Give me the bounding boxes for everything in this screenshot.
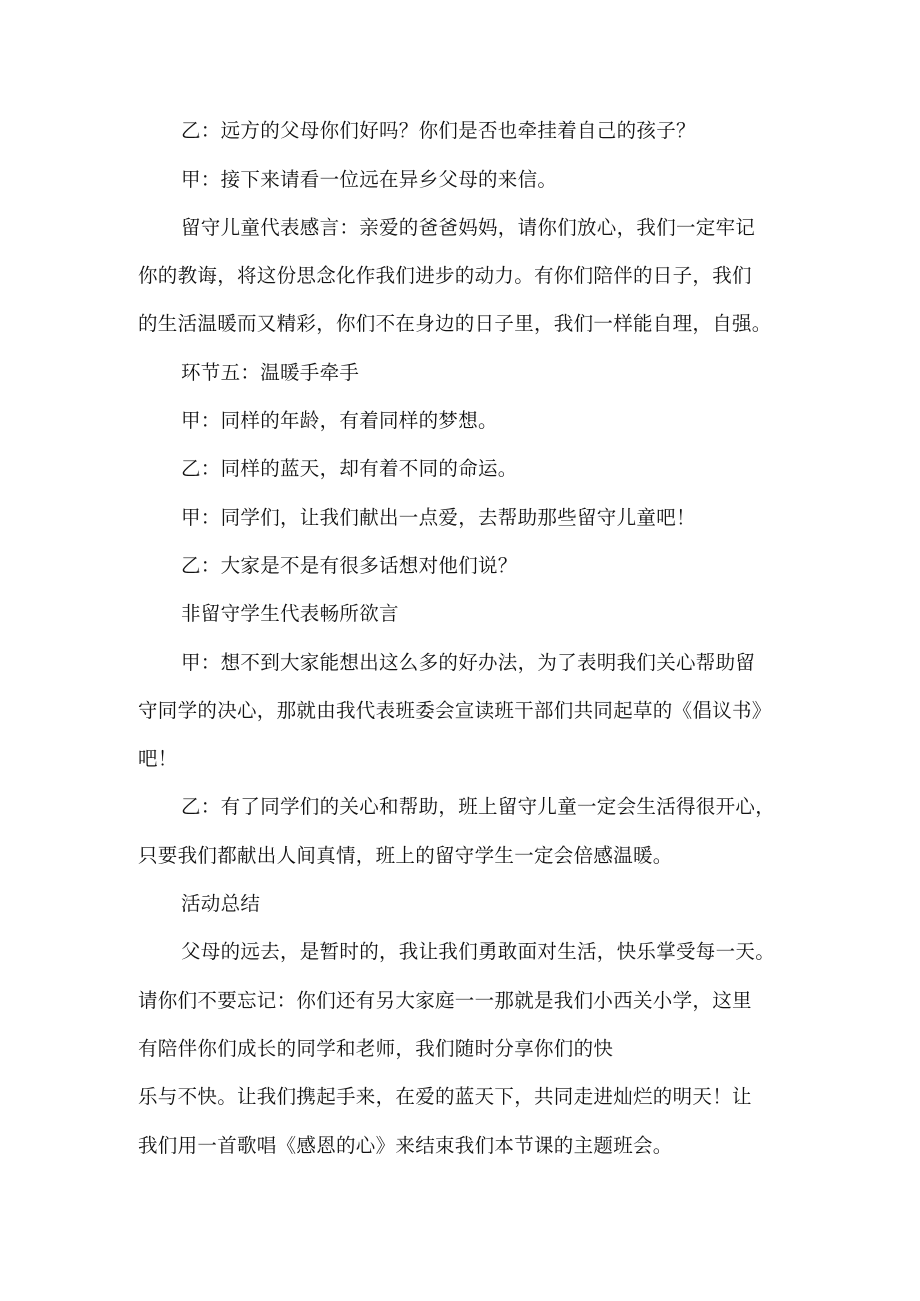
section-heading: 活动总结 (181, 892, 261, 915)
text-line: 我们用一首歌唱《感恩的心》来结束我们本节课的主题班会。 (138, 1134, 673, 1157)
text-line: 留守儿童代表感言：亲爱的爸爸妈妈，请你们放心，我们一定牢记 (181, 216, 756, 239)
text-line: 父母的远去，是暂时的，我让我们勇敢面对生活，快乐掌受每一天。 (181, 940, 776, 963)
text-line: 乙：大家是不是有很多话想对他们说？ (181, 554, 518, 577)
text-line: 有陪伴你们成长的同学和老师，我们随时分享你们的快 (138, 1037, 614, 1060)
text-line: 乙：有了同学们的关心和帮助，班上留守儿童一定会生活得很开心， (181, 795, 776, 818)
text-line: 的生活温暖而又精彩，你们不在身边的日子里，我们一样能自理，自强。 (138, 312, 772, 335)
text-line: 乐与不快。让我们携起手来，在爱的蓝天下，共同走进灿烂的明天！让 (138, 1085, 752, 1108)
text-line: 甲：同样的年龄，有着同样的梦想。 (181, 409, 498, 432)
text-line: 请你们不要忘记：你们还有另大家庭一一那就是我们小西关小学，这里 (138, 989, 752, 1012)
text-line: 乙：远方的父母你们好吗？你们是否也牵挂着自己的孩子？ (181, 119, 696, 142)
text-line: 乙：同样的蓝天，却有着不同的命运。 (181, 457, 518, 480)
text-line: 守同学的决心，那就由我代表班委会宣读班干部们共同起草的《倡议书》 (138, 699, 772, 722)
text-line: 非留守学生代表畅所欲言 (181, 602, 399, 625)
text-line: 甲：想不到大家能想出这么多的好办法，为了表明我们关心帮助留 (181, 651, 756, 674)
text-line: 你的教诲，将这份思念化作我们进步的动力。有你们陪伴的日子，我们 (138, 264, 752, 287)
text-line: 吧！ (138, 747, 178, 770)
section-heading: 环节五：温暖手牵手 (181, 361, 360, 384)
text-line: 只要我们都献出人间真情，班上的留守学生一定会倍感温暖。 (138, 844, 673, 867)
text-line: 甲：接下来请看一位远在异乡父母的来信。 (181, 168, 558, 191)
text-line: 甲：同学们，让我们献出一点爱，去帮助那些留守儿童吧！ (181, 506, 696, 529)
